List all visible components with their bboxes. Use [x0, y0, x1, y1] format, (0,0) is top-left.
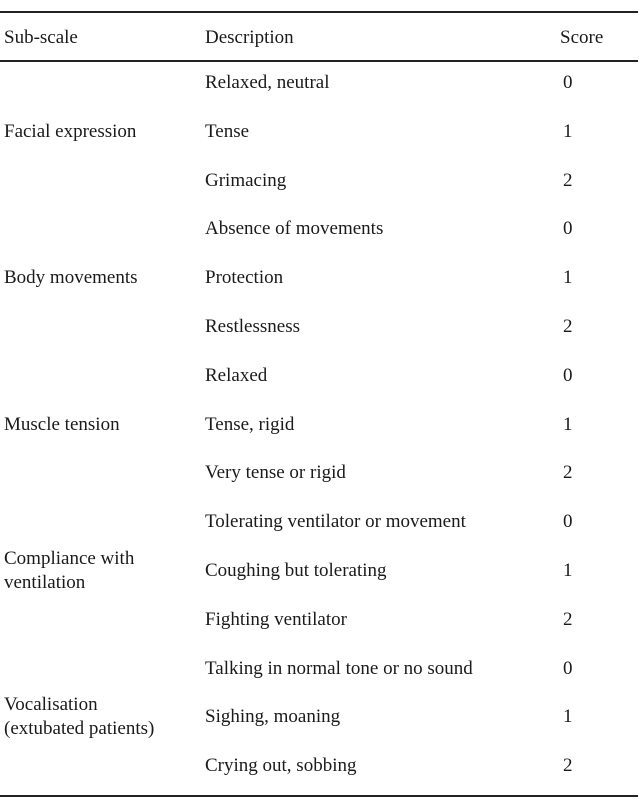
sub-scale-label: Compliance with ventilation	[4, 548, 135, 593]
description-cell: Restlessness	[205, 316, 300, 337]
header-description: Description	[205, 27, 294, 48]
description-cell: Very tense or rigid	[205, 462, 346, 484]
score-cell: 2	[563, 755, 573, 777]
score-cell: 2	[563, 169, 573, 191]
description-cell: Fighting ventilator	[205, 608, 347, 630]
score-cell: 0	[563, 218, 573, 240]
description-cell: Talking in normal tone or no sound	[205, 657, 473, 679]
description-cell: Coughing but tolerating	[205, 560, 387, 581]
score-cell: 1	[563, 267, 573, 289]
sub-scale-label: Vocalisation (extubated patients)	[4, 694, 155, 740]
description-cell: Relaxed, neutral	[205, 72, 330, 93]
score-cell: 0	[563, 511, 573, 533]
score-cell: 1	[563, 120, 573, 142]
score-cell: 0	[563, 364, 573, 386]
description-cell: Crying out, sobbing	[205, 755, 357, 777]
table-bottom-rule	[0, 795, 638, 797]
description-cell: Sighing, moaning	[205, 706, 341, 728]
score-cell: 2	[563, 608, 573, 630]
sub-scale-label: Facial expression	[4, 120, 137, 142]
score-cell: 1	[563, 706, 573, 728]
score-cell: 2	[563, 316, 573, 337]
header-score: Score	[560, 27, 604, 48]
header-rule	[0, 60, 638, 62]
description-cell: Tense	[205, 120, 250, 142]
sub-scale-label: Muscle tension	[4, 413, 120, 435]
description-cell: Grimacing	[205, 169, 287, 191]
score-cell: 0	[563, 72, 573, 93]
score-cell: 2	[563, 462, 573, 484]
score-cell: 0	[563, 657, 573, 679]
description-cell: Absence of movements	[205, 218, 384, 240]
description-cell: Tense, rigid	[205, 413, 295, 435]
header-sub-scale: Sub-scale	[4, 27, 78, 48]
description-cell: Relaxed	[205, 364, 268, 386]
score-cell: 1	[563, 560, 573, 581]
description-cell: Tolerating ventilator or movement	[205, 511, 466, 533]
score-cell: 1	[563, 413, 573, 435]
sub-scale-label: Body movements	[4, 267, 138, 289]
description-cell: Protection	[205, 267, 284, 289]
table-top-rule	[0, 11, 638, 13]
